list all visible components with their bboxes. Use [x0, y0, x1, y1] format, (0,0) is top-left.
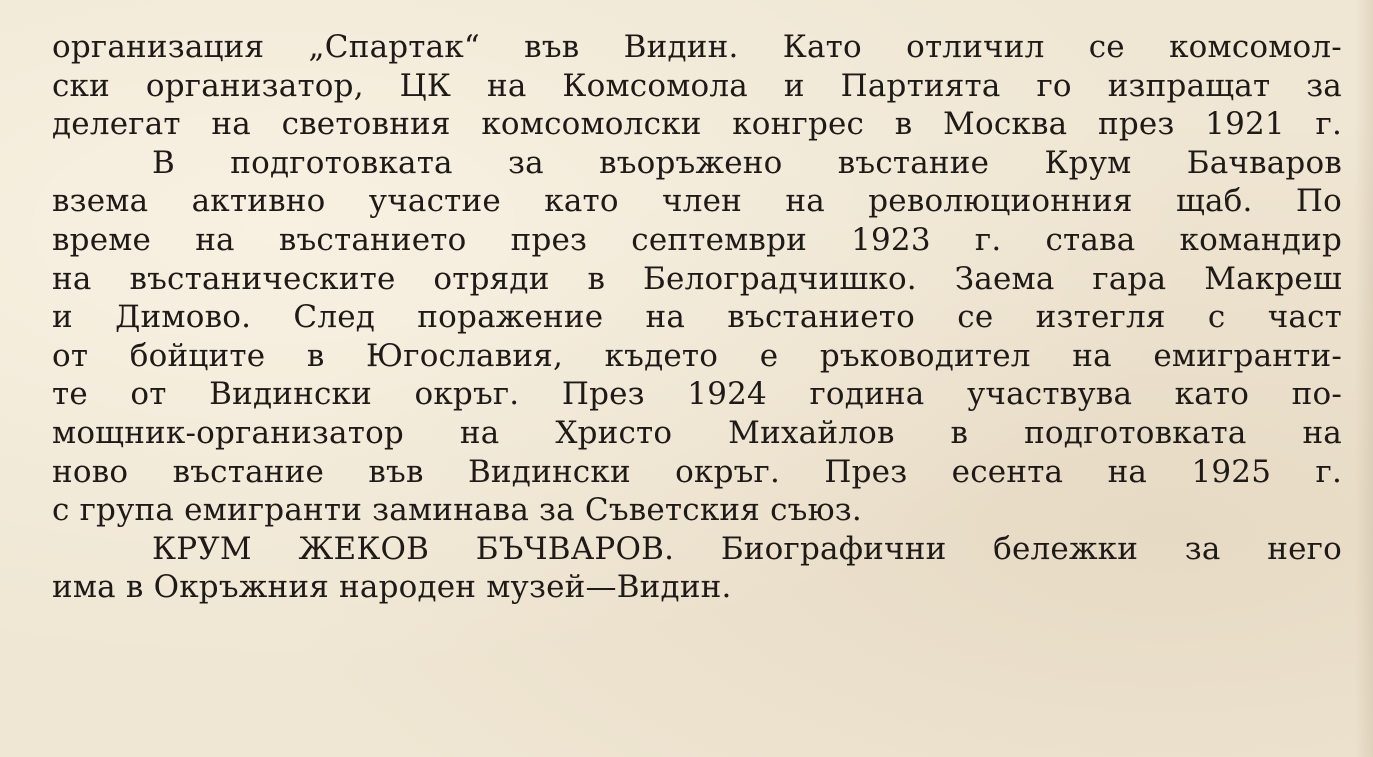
text-line-9: от бойците в Югославия, където е ръководител на емигранти- — [52, 337, 1342, 374]
text-line-8: и Димово. След поражение на въстанието се изтегля с част — [52, 299, 1342, 336]
text-line-12: ново въстание във Видински окръг. През есента на 1925 г. — [52, 453, 1342, 490]
text-line-3: делегат на световния комсомолски конгрес в Москва през 1921 г. — [52, 106, 1342, 143]
text-line-4: В подготовката за въоръжено въстание Крум Бачваров — [152, 144, 1342, 181]
text-line-15: има в Окръжния народен музей—Видин. — [52, 569, 732, 606]
text-line-13: с група емигранти заминава за Съветския съюз. — [52, 492, 862, 529]
body-text — [52, 28, 1342, 607]
text-line-10: те от Видински окръг. През 1924 година участвува като по- — [52, 376, 1342, 413]
text-line-14: КРУМ ЖЕКОВ БЪЧВАРОВ. Биографични бележки за него — [152, 530, 1342, 567]
text-line-7: на въстаническите отряди в Белоградчишко. Заема гара Макреш — [52, 260, 1342, 297]
text-line-6: време на въстанието през септември 1923 г. става командир — [52, 221, 1342, 258]
text-line-2: ски организатор, ЦК на Комсомола и Партията го изпращат за — [52, 67, 1342, 104]
text-line-11: мощник-организатор на Христо Михайлов в подготовката на — [52, 414, 1342, 451]
text-line-5: взема активно участие като член на революционния щаб. По — [52, 183, 1342, 220]
page-edge-shadow — [1355, 0, 1373, 757]
text-line-1: организация „Спартак“ във Видин. Като отличил се комсомол- — [52, 29, 1342, 65]
